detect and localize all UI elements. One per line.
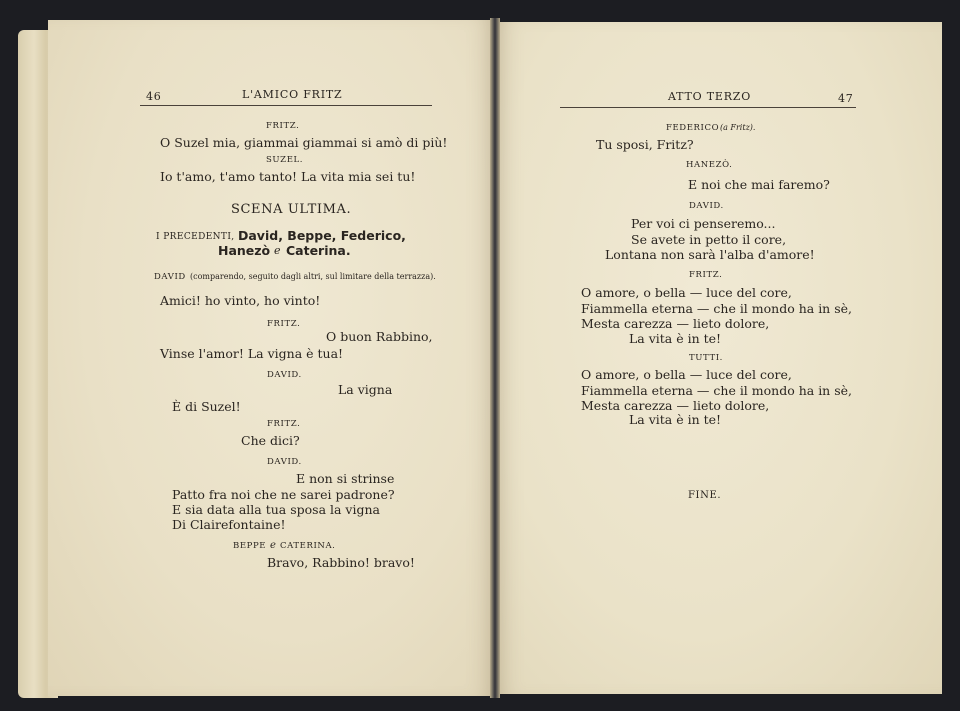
speaker-label: DAVID.: [267, 457, 302, 467]
verse-line: Se avete in petto il core,: [631, 232, 787, 247]
verse-line: Bravo, Rabbino! bravo!: [267, 555, 415, 570]
verse-line: Amici! ho vinto, ho vinto!: [160, 293, 321, 308]
speaker-label: DAVID.: [689, 201, 724, 211]
speaker-label: TUTTI.: [689, 353, 723, 363]
scene-heading: SCENA ULTIMA.: [231, 202, 352, 217]
verse-line: La vita è in te!: [629, 412, 722, 427]
verse-line: O buon Rabbino,: [326, 329, 433, 344]
verse-line: O amore, o bella — luce del core,: [581, 367, 792, 382]
verse-line: Fiammella eterna — che il mondo ha in sè,: [581, 301, 852, 316]
verse-line: Lontana non sarà l'alba d'amore!: [605, 247, 815, 262]
verse-line: O Suzel mia, giammai giammai si amò di più!: [160, 135, 448, 150]
stage-cast-prefix: I PRECEDENTI,: [156, 232, 235, 242]
speaker-label: FRITZ.: [689, 270, 723, 280]
stage-cast-names: Hanezò: [218, 243, 271, 258]
speaker-label: FRITZ.: [267, 419, 301, 429]
verse-line: Tu sposi, Fritz?: [596, 137, 694, 152]
verse-line: Fiammella eterna — che il mondo ha in sè,: [581, 383, 852, 398]
speaker-label: DAVID: [154, 272, 186, 282]
verse-line: Vinse l'amor! La vigna è tua!: [160, 346, 344, 361]
speaker-label: DAVID.: [267, 370, 302, 380]
left-header-rule: [140, 105, 432, 106]
verse-line: Mesta carezza — lieto dolore,: [581, 316, 770, 331]
speaker-label: BEPPE: [233, 541, 267, 551]
verse-line: E noi che mai faremo?: [688, 177, 830, 192]
stage-direction: (a Fritz).: [720, 123, 756, 132]
speaker-label: CATERINA.: [280, 541, 336, 551]
verse-line: Di Clairefontaine!: [172, 517, 286, 532]
speaker-conjunction: e: [270, 540, 276, 551]
verse-line: Che dici?: [241, 433, 300, 448]
verse-line: La vigna: [338, 382, 393, 397]
end-marker: FINE.: [688, 490, 722, 501]
book-spine: [490, 18, 500, 698]
stage-cast-names: David, Beppe, Federico,: [238, 228, 406, 243]
stage-cast-conjunction: e: [274, 244, 281, 257]
speaker-label: FRITZ.: [266, 121, 300, 131]
right-running-head: ATTO TERZO: [668, 90, 752, 103]
speaker-label: FRITZ.: [267, 319, 301, 329]
stage-direction: (comparendo, seguito dagli altri, sul limitare della terrazza).: [190, 272, 436, 281]
verse-line: Patto fra noi che ne sarei padrone?: [172, 487, 395, 502]
stage-cast-names: Caterina.: [286, 243, 351, 258]
speaker-label: SUZEL.: [266, 155, 304, 165]
right-header-rule: [560, 107, 856, 108]
right-page: [496, 22, 942, 694]
verse-line: E non si strinse: [296, 471, 395, 486]
verse-line: Io t'amo, t'amo tanto! La vita mia sei tu!: [160, 169, 416, 184]
verse-line: Per voi ci penseremo...: [631, 216, 776, 231]
left-page-number: 46: [146, 90, 162, 103]
verse-line: È di Suzel!: [172, 399, 241, 414]
verse-line: O amore, o bella — luce del core,: [581, 285, 792, 300]
verse-line: La vita è in te!: [629, 331, 722, 346]
verse-line: E sia data alla tua sposa la vigna: [172, 502, 380, 517]
speaker-label: HANEZÒ.: [686, 160, 733, 170]
verse-line: Mesta carezza — lieto dolore,: [581, 398, 770, 413]
left-page: [48, 20, 494, 696]
left-running-head: L'AMICO FRITZ: [242, 88, 343, 101]
right-page-number: 47: [838, 92, 854, 105]
speaker-label: FEDERICO: [666, 123, 720, 133]
